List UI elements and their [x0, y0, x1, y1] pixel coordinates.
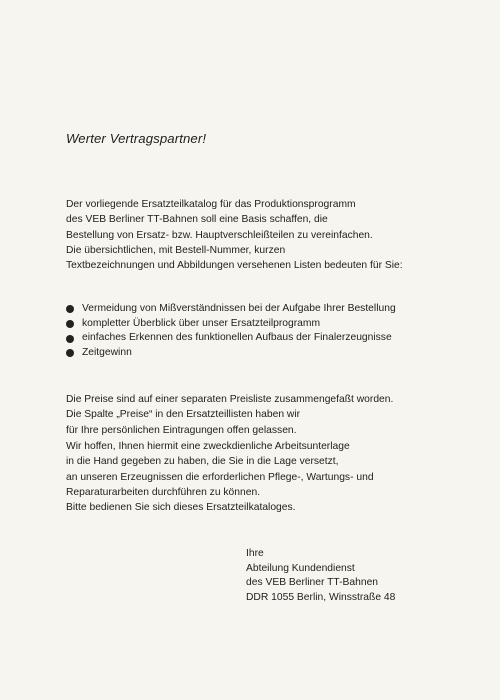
list-item: [66, 346, 396, 361]
list-item-text: kompletter Überblick über unser Ersatzteilprogramm: [82, 317, 321, 329]
list-item-text: einfaches Erkennen des funktionellen Aufbaus der Finalerzeugnisse: [82, 332, 392, 344]
closing-paragraph: [66, 439, 374, 515]
prices-line: für Ihre persönlichen Eintragungen offen gelassen.: [66, 424, 297, 436]
intro-line: des VEB Berliner TT-Bahnen soll eine Basis schaffen, die: [66, 214, 328, 226]
salutation-heading: Werter Vertragspartner!: [66, 131, 207, 146]
bullet-icon: [66, 335, 74, 343]
list-item: [66, 317, 396, 332]
list-item: [66, 331, 396, 346]
intro-line: Der vorliegende Ersatzteilkatalog für das Produktionsprogramm: [66, 199, 356, 210]
closing-line: Bitte bedienen Sie sich dieses Ersatzteilkataloges.: [66, 502, 296, 514]
signature-block: [246, 547, 395, 605]
closing-line: Reparaturarbeiten durchführen zu können.: [66, 486, 261, 498]
signature-line: Abteilung Kundendienst: [246, 562, 355, 574]
bullet-icon: [66, 320, 74, 328]
prices-paragraph: [66, 392, 393, 438]
closing-line: Wir hoffen, Ihnen hiermit eine zweckdienliche Arbeitsunterlage: [66, 441, 350, 452]
list-item-text: Zeitgewinn: [82, 347, 132, 359]
intro-line: Textbezeichnungen und Abbildungen versehenen Listen bedeuten für Sie:: [66, 260, 403, 272]
prices-line: Die Preise sind auf einer separaten Preisliste zusammengefaßt worden.: [66, 394, 394, 405]
intro-paragraph: [66, 197, 403, 273]
closing-line: an unseren Erzeugnissen die erforderlichen Pflege-, Wartungs- und: [66, 471, 374, 483]
bullet-icon: [66, 305, 74, 313]
intro-line: Die übersichtlichen, mit Bestell-Nummer, kurzen: [66, 244, 286, 256]
closing-line: in die Hand gegeben zu haben, die Sie in die Lage versetzt,: [66, 456, 339, 468]
intro-line: Bestellung von Ersatz- bzw. Hauptverschleißteilen zu vereinfachen.: [66, 229, 373, 241]
signature-line: DDR 1055 Berlin, Winsstraße 48: [246, 591, 396, 603]
signature-line: Ihre: [246, 548, 264, 559]
list-item: [66, 302, 396, 317]
list-item-text: Vermeidung von Mißverständnissen bei der Aufgabe Ihrer Bestellung: [82, 303, 396, 314]
bullet-icon: [66, 349, 74, 357]
signature-line: des VEB Berliner TT-Bahnen: [246, 577, 379, 589]
prices-line: Die Spalte „Preise“ in den Ersatzteillisten haben wir: [66, 409, 301, 421]
benefits-list: [66, 302, 396, 361]
